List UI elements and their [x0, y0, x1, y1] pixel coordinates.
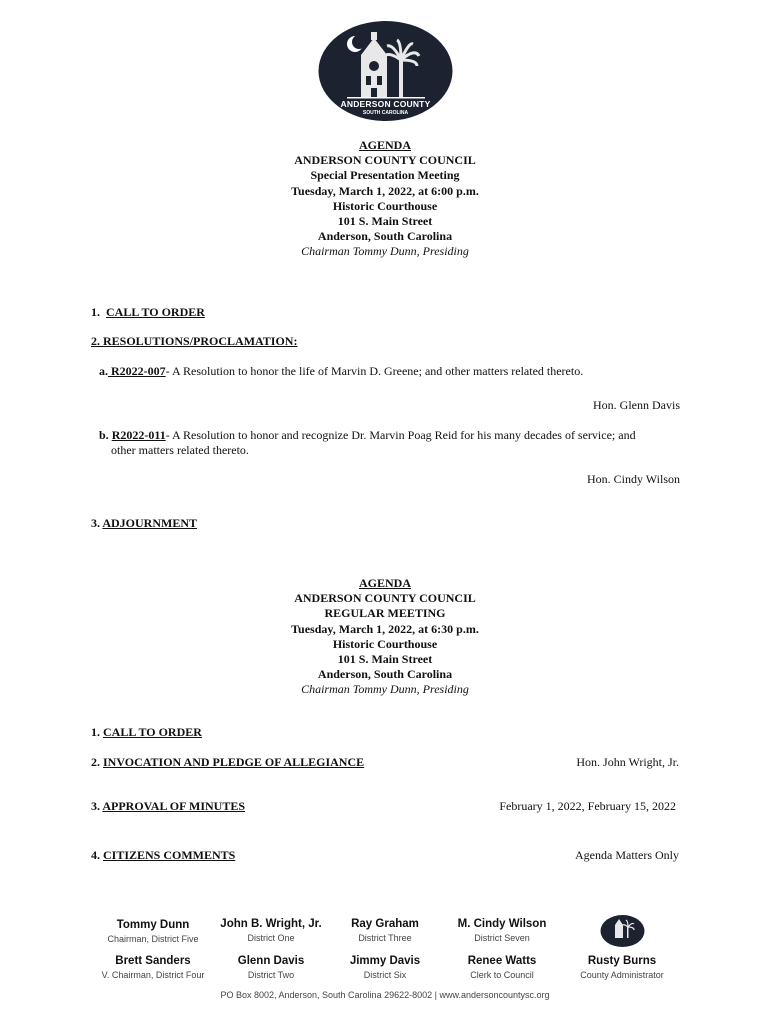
meeting-presiding: Chairman Tommy Dunn, Presiding [301, 244, 469, 259]
resolution-a: a. R2022-007- A Resolution to honor the life of Marvin D. Greene; and other matters related thereto. [99, 364, 584, 378]
meeting-type: Special Presentation Meeting [310, 168, 460, 183]
resolution-b-sponsor: Hon. Cindy Wilson [587, 472, 680, 486]
resolution-b-continued: other matters related thereto. [111, 443, 249, 457]
adjournment-item: 3. ADJOURNMENT [91, 516, 198, 530]
agenda-item-note: Agenda Matters Only [575, 848, 679, 862]
council-name: ANDERSON COUNTY COUNCIL [294, 591, 476, 606]
special-meeting-header [0, 138, 770, 260]
call-to-order-item: 1. CALL TO ORDER [91, 305, 205, 319]
footer-address: PO Box 8002, Anderson, South Carolina 29622-8002 | www.andersoncountysc.org [220, 990, 550, 1000]
logo-subtitle: SOUTH CAROLINA [362, 110, 409, 116]
meeting-venue: Historic Courthouse [332, 198, 438, 213]
county-logo [317, 20, 454, 122]
resolutions-heading: 2. RESOLUTIONS/PROCLAMATION: [91, 334, 298, 348]
meeting-datetime: Tuesday, March 1, 2022, at 6:30 p.m. [291, 621, 479, 636]
resolution-b: b. R2022-011- A Resolution to honor and recognize Dr. Marvin Poag Reid for his many decades of service; and [99, 428, 636, 442]
agenda-item-note: February 1, 2022, February 15, 2022 [499, 799, 676, 813]
agenda-heading: AGENDA [358, 576, 411, 590]
meeting-venue: Historic Courthouse [332, 636, 438, 651]
agenda-item: 1. CALL TO ORDER [91, 725, 202, 739]
meeting-city: Anderson, South Carolina [317, 229, 453, 244]
council-name: ANDERSON COUNTY COUNCIL [294, 153, 476, 168]
meeting-presiding: Chairman Tommy Dunn, Presiding [301, 682, 469, 697]
meeting-street: 101 S. Main Street [337, 214, 433, 229]
logo-title: ANDERSON COUNTY [340, 99, 431, 109]
agenda-heading: AGENDA [358, 138, 411, 152]
agenda-item: 2. INVOCATION AND PLEDGE OF ALLEGIANCE [91, 755, 365, 769]
footer-seal-icon [600, 914, 645, 948]
regular-meeting-header [0, 576, 770, 698]
meeting-type: REGULAR MEETING [324, 606, 446, 621]
agenda-item: 3. APPROVAL OF MINUTES [91, 799, 246, 813]
meeting-street: 101 S. Main Street [337, 652, 433, 667]
agenda-item-note: Hon. John Wright, Jr. [576, 755, 679, 769]
meeting-datetime: Tuesday, March 1, 2022, at 6:00 p.m. [291, 183, 479, 198]
meeting-city: Anderson, South Carolina [317, 667, 453, 682]
agenda-item: 4. CITIZENS COMMENTS [91, 848, 236, 862]
resolution-a-sponsor: Hon. Glenn Davis [593, 398, 680, 412]
